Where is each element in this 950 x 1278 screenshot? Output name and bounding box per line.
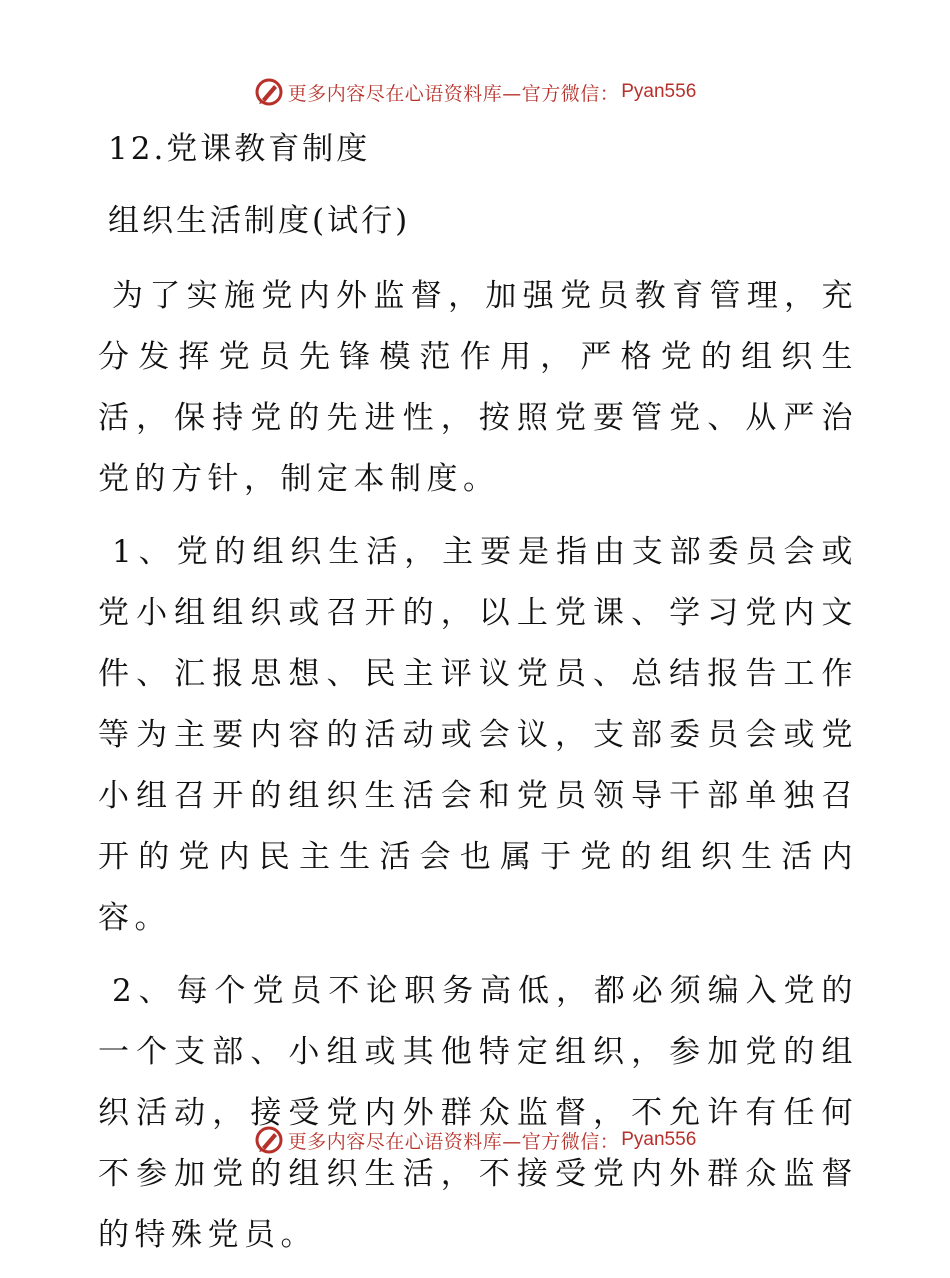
paragraph-intro: 为了实施党内外监督，加强党员教育管理，充分发挥党员先锋模范作用，严格党的组织生活，保持党的先进性，按照党要管党、从严治党的方针，制定本制度。 (98, 278, 858, 497)
document-body (98, 118, 858, 1278)
document-title: 组织生活制度(试行) (108, 203, 411, 239)
footer-watermark-banner (0, 1118, 950, 1162)
watermark-text: 更多内容尽在心语资料库—官方微信： (287, 82, 620, 105)
section-number-heading: 12.党课教育制度 (108, 131, 371, 167)
watermark-handle: Pyan556 (621, 81, 697, 102)
red-pen-seal-icon (254, 77, 284, 107)
paragraph-item-1: 1、党的组织生活，主要是指由支部委员会或党小组组织或召开的，以上党课、学习党内文件、汇报思想、民主评议党员、总结报告工作等为主要内容的活动或会议，支部委员会或党小组召开的组织生活会和党员领导干部单独召开的党内民主生活会也属于党的组织生活内容。 (98, 534, 858, 936)
watermark-handle: Pyan556 (621, 1129, 697, 1150)
header-watermark-banner (0, 70, 950, 114)
red-pen-seal-icon (254, 1125, 284, 1155)
paragraph-item-2: 2、每个党员不论职务高低，都必须编入党的一个支部、小组或其他特定组织，参加党的组织活动，接受党内外群众监督，不允许有任何不参加党的组织生活，不接受党内外群众监督的特殊党员。 (98, 973, 858, 1253)
watermark-text: 更多内容尽在心语资料库—官方微信： (287, 1130, 620, 1153)
